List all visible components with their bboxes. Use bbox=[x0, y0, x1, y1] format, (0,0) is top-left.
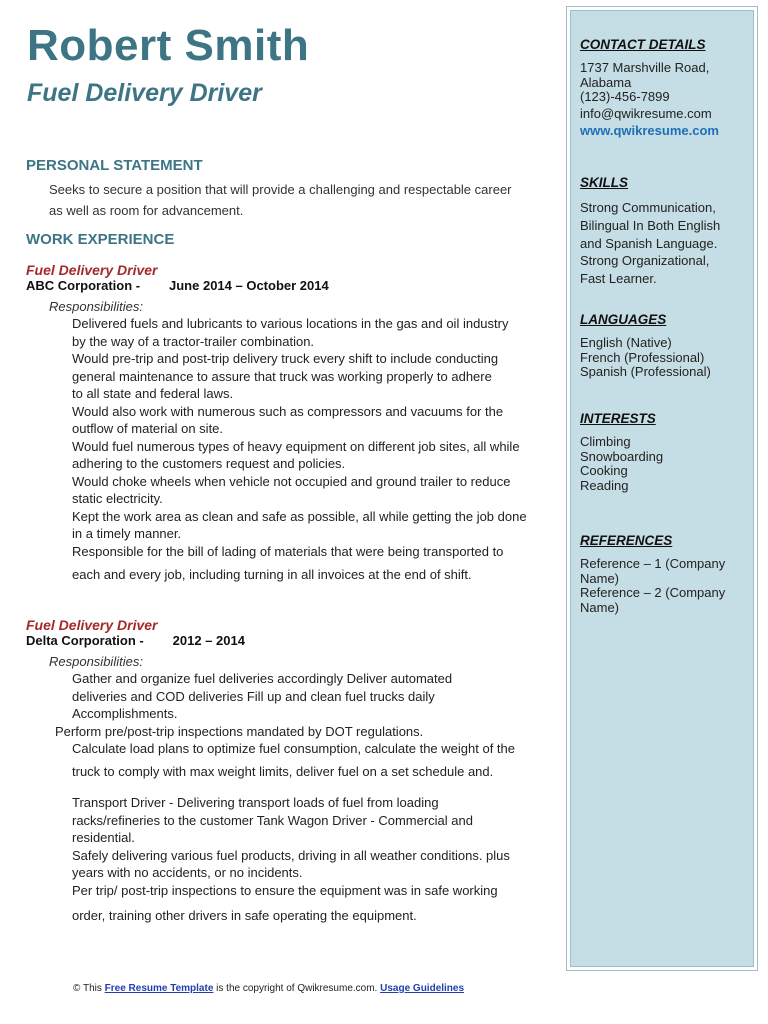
candidate-title: Fuel Delivery Driver bbox=[27, 79, 262, 107]
skill-line: and Spanish Language. bbox=[580, 235, 718, 251]
job-entry-1 bbox=[26, 262, 546, 584]
languages-section bbox=[580, 312, 750, 380]
job-company-line bbox=[26, 633, 546, 649]
responsibilities-label: Responsibilities: bbox=[49, 654, 143, 669]
job-entry-2 bbox=[26, 617, 546, 925]
personal-statement-text bbox=[49, 179, 529, 221]
responsibility-line: racks/refineries to the customer Tank Wagon Driver - Commercial and bbox=[72, 812, 473, 828]
job-dates: 2012 – 2014 bbox=[172, 633, 245, 648]
copyright-footer bbox=[73, 983, 464, 994]
skill-line: Bilingual In Both English bbox=[580, 217, 721, 233]
responsibility-line: truck to comply with max weight limits, deliver fuel on a set schedule and. bbox=[72, 763, 494, 779]
skill-line: Fast Learner. bbox=[580, 271, 657, 287]
personal-statement-heading: PERSONAL STATEMENT bbox=[26, 157, 203, 174]
responsibility-line: static electricity. bbox=[72, 491, 163, 506]
responsibility-line: Would also work with numerous such as compressors and vacuums for the bbox=[72, 403, 504, 419]
responsibility-line: Responsible for the bill of lading of materials that were being transported to bbox=[72, 543, 504, 559]
responsibility-line: Calculate load plans to optimize fuel consumption, calculate the weight of the bbox=[72, 741, 515, 756]
reference-line: Reference – 2 (Company bbox=[580, 585, 726, 600]
footer-prefix: © This bbox=[73, 983, 105, 994]
contact-website-link[interactable]: www.qwikresume.com bbox=[580, 123, 719, 138]
contact-details-heading: CONTACT DETAILS bbox=[580, 37, 706, 52]
responsibility-line: by the way of a tractor-trailer combination. bbox=[72, 333, 315, 349]
contact-phone: (123)-456-7899 bbox=[580, 89, 670, 104]
responsibility-line: Would fuel numerous types of heavy equipment on different job sites, all while bbox=[72, 438, 520, 454]
job-title: Fuel Delivery Driver bbox=[26, 617, 158, 633]
sidebar bbox=[566, 6, 758, 971]
responsibility-line: Gather and organize fuel deliveries accordingly Deliver automated bbox=[72, 671, 453, 686]
statement-line: as well as room for advancement. bbox=[49, 203, 244, 218]
responsibility-line: Delivered fuels and lubricants to various locations in the gas and oil industry bbox=[72, 316, 509, 331]
interest-item: Reading bbox=[580, 477, 629, 493]
language-item: French (Professional) bbox=[580, 349, 705, 365]
job-company: ABC Corporation - bbox=[26, 278, 141, 293]
interest-item: Cooking bbox=[580, 463, 628, 478]
contact-email[interactable]: info@qwikresume.com bbox=[580, 105, 712, 121]
skill-line: Strong Organizational, bbox=[580, 253, 710, 269]
skill-line: Strong Communication, bbox=[580, 200, 716, 215]
responsibility-line: each and every job, including turning in all invoices at the end of shift. bbox=[72, 567, 472, 582]
interest-item: Snowboarding bbox=[580, 448, 664, 464]
reference-line: Name) bbox=[580, 599, 620, 615]
responsibility-line: order, training other drivers in safe operating the equipment. bbox=[72, 908, 417, 923]
responsibility-line: Per trip/ post-trip inspections to ensure the equipment was in safe working bbox=[72, 882, 498, 898]
job-dates: June 2014 – October 2014 bbox=[169, 278, 329, 293]
responsibility-line: residential. bbox=[72, 830, 135, 845]
responsibility-line: Kept the work area as clean and safe as possible, all while getting the job done bbox=[72, 508, 527, 524]
contact-details-section bbox=[580, 37, 750, 138]
responsibilities-label: Responsibilities: bbox=[49, 299, 143, 314]
contact-address-line-2: Alabama bbox=[580, 74, 632, 90]
responsibility-line: Transport Driver - Delivering transport loads of fuel from loading bbox=[72, 795, 439, 810]
interests-section bbox=[580, 411, 750, 493]
reference-line: Reference – 1 (Company bbox=[580, 556, 726, 571]
job-company: Delta Corporation - bbox=[26, 633, 144, 648]
job-company-line bbox=[26, 278, 546, 294]
reference-line: Name) bbox=[580, 570, 620, 586]
responsibility-line: Accomplishments. bbox=[72, 706, 178, 721]
responsibility-line: deliveries and COD deliveries Fill up and clean fuel trucks daily bbox=[72, 688, 435, 704]
usage-guidelines-link[interactable]: Usage Guidelines bbox=[380, 983, 465, 994]
responsibility-line: Safely delivering various fuel products, driving in all weather conditions. plus bbox=[72, 847, 510, 863]
responsibility-line: in a timely manner. bbox=[72, 526, 182, 541]
skills-section bbox=[580, 175, 750, 288]
responsibility-line: adhering to the customers request and policies. bbox=[72, 456, 346, 471]
responsibility-line: outflow of material on site. bbox=[72, 421, 224, 436]
responsibility-line: Perform pre/post-trip inspections mandated by DOT regulations. bbox=[55, 723, 424, 739]
languages-heading: LANGUAGES bbox=[580, 312, 667, 327]
candidate-name: Robert Smith bbox=[27, 21, 310, 70]
responsibility-line: years with no accidents, or no incidents. bbox=[72, 865, 303, 880]
references-heading: REFERENCES bbox=[580, 533, 673, 548]
responsibility-line: Would choke wheels when vehicle not occupied and ground trailer to reduce bbox=[72, 473, 511, 489]
job-title: Fuel Delivery Driver bbox=[26, 262, 158, 278]
interest-item: Climbing bbox=[580, 434, 631, 449]
skills-heading: SKILLS bbox=[580, 175, 629, 190]
contact-address-line-1: 1737 Marshville Road, bbox=[580, 60, 710, 75]
responsibility-line: Would pre-trip and post-trip delivery truck every shift to include conducting bbox=[72, 351, 499, 366]
footer-middle: is the copyright of Qwikresume.com. bbox=[213, 983, 381, 994]
interests-heading: INTERESTS bbox=[580, 411, 656, 426]
responsibility-line: to all state and federal laws. bbox=[72, 386, 234, 401]
responsibility-line: general maintenance to assure that truck was working properly to adhere bbox=[72, 368, 492, 384]
references-section bbox=[580, 533, 750, 615]
statement-line: Seeks to secure a position that will provide a challenging and respectable career bbox=[49, 182, 512, 197]
free-resume-template-link[interactable]: Free Resume Template bbox=[104, 983, 214, 994]
language-item: Spanish (Professional) bbox=[580, 364, 711, 379]
language-item: English (Native) bbox=[580, 335, 672, 350]
work-experience-heading: WORK EXPERIENCE bbox=[26, 231, 175, 248]
